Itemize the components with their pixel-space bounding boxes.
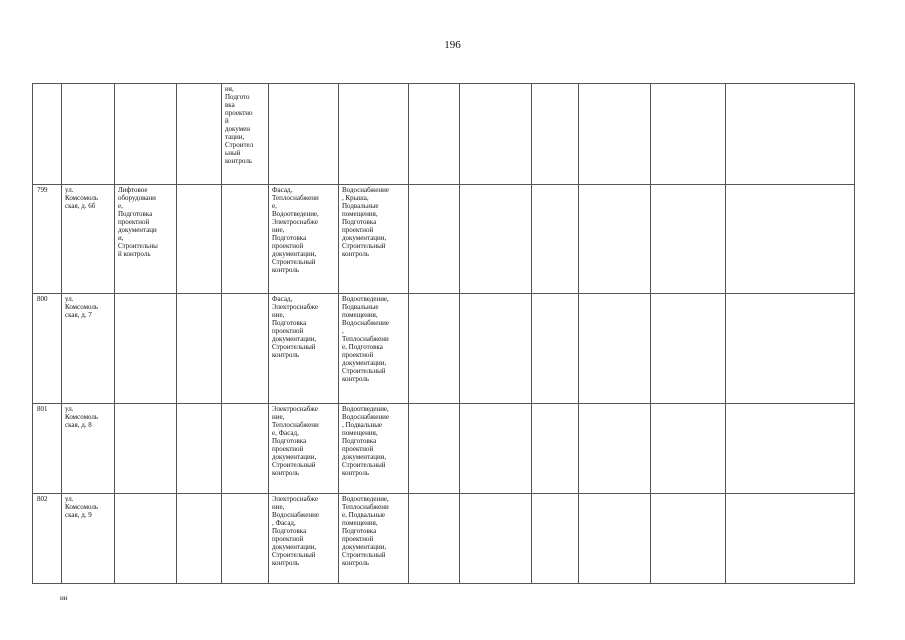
- empty-cell: [726, 185, 855, 294]
- works-cell: Электроснабже ние, Водоснабжение , Фасад, Подготовка проектной документации, Строительный контроль: [269, 494, 339, 584]
- empty-cell: [532, 294, 579, 404]
- empty-cell: [409, 494, 460, 584]
- works-cell: [115, 494, 177, 584]
- works-cell: [115, 84, 177, 185]
- works-cell: [177, 404, 222, 494]
- empty-cell: [460, 185, 532, 294]
- empty-cell: [532, 404, 579, 494]
- empty-cell: [460, 404, 532, 494]
- empty-cell: [651, 294, 726, 404]
- address-cell: ул. Комсомоль ская, д. 6б: [62, 185, 115, 294]
- empty-cell: [579, 294, 651, 404]
- empty-cell: [409, 185, 460, 294]
- works-cell: [177, 84, 222, 185]
- works-cell: ия, Подгото вка проектно й докумен тации, Строител ьный контроль: [222, 84, 269, 185]
- works-cell: Водоотведение, Подвальные помещения, Водоснабжение , Теплоснабжени е, Подготовка проектной документации, Строительный контроль: [339, 294, 409, 404]
- works-cell: [339, 84, 409, 185]
- works-cell: Водоснабжение , Крыша, Подвальные помещения, Подготовка проектной документации, Строительный контроль: [339, 185, 409, 294]
- empty-cell: [726, 84, 855, 185]
- address-cell: [62, 84, 115, 185]
- works-cell: Фасад, Электроснабже ние, Подготовка проектной документации, Строительный контроль: [269, 294, 339, 404]
- empty-cell: [651, 494, 726, 584]
- empty-cell: [532, 84, 579, 185]
- works-cell: [222, 185, 269, 294]
- works-cell: Фасад, Теплоснабжени е, Водоотведение, Электроснабже ние, Подготовка проектной документации, Строительный контроль: [269, 185, 339, 294]
- works-cell: [222, 404, 269, 494]
- empty-cell: [532, 494, 579, 584]
- works-cell: [115, 404, 177, 494]
- empty-cell: [726, 494, 855, 584]
- empty-cell: [726, 404, 855, 494]
- works-cell: Электроснабже ние, Теплоснабжени е, Фасад, Подготовка проектной документации, Строительный контроль: [269, 404, 339, 494]
- empty-cell: [409, 404, 460, 494]
- empty-cell: [579, 494, 651, 584]
- empty-cell: [651, 404, 726, 494]
- works-cell: [177, 294, 222, 404]
- table-row: [33, 294, 855, 404]
- row-number-cell: 800: [33, 294, 62, 404]
- works-cell: [222, 494, 269, 584]
- row-number-cell: [33, 84, 62, 185]
- empty-cell: [579, 404, 651, 494]
- empty-cell: [409, 84, 460, 185]
- empty-cell: [460, 84, 532, 185]
- footer-note: нн: [60, 594, 68, 602]
- empty-cell: [651, 185, 726, 294]
- row-number-cell: 801: [33, 404, 62, 494]
- address-cell: ул. Комсомоль ская, д. 7: [62, 294, 115, 404]
- works-cell: [177, 185, 222, 294]
- works-cell: Водоотведение, Теплоснабжени е, Подвальные помещения, Подготовка проектной документации, Строительный контроль: [339, 494, 409, 584]
- table-row: [33, 185, 855, 294]
- address-cell: ул. Комсомоль ская, д. 9: [62, 494, 115, 584]
- table-row: [33, 404, 855, 494]
- works-cell: [269, 84, 339, 185]
- row-number-cell: 802: [33, 494, 62, 584]
- works-cell: [115, 294, 177, 404]
- empty-cell: [579, 84, 651, 185]
- page-number: 196: [444, 39, 461, 51]
- works-cell: [222, 294, 269, 404]
- empty-cell: [460, 494, 532, 584]
- empty-cell: [651, 84, 726, 185]
- works-cell: Лифтовое оборудовани е, Подготовка проектной документаци и, Строительны й контроль: [115, 185, 177, 294]
- empty-cell: [579, 185, 651, 294]
- empty-cell: [409, 294, 460, 404]
- works-cell: [177, 494, 222, 584]
- empty-cell: [726, 294, 855, 404]
- empty-cell: [532, 185, 579, 294]
- table-row: [33, 494, 855, 584]
- works-cell: Водоотведение, Водоснабжение , Подвальные помещения, Подготовка проектной документации, Строительный контроль: [339, 404, 409, 494]
- empty-cell: [460, 294, 532, 404]
- row-number-cell: 799: [33, 185, 62, 294]
- works-table: [32, 83, 855, 584]
- table-row: [33, 84, 855, 185]
- address-cell: ул. Комсомоль ская, д. 8: [62, 404, 115, 494]
